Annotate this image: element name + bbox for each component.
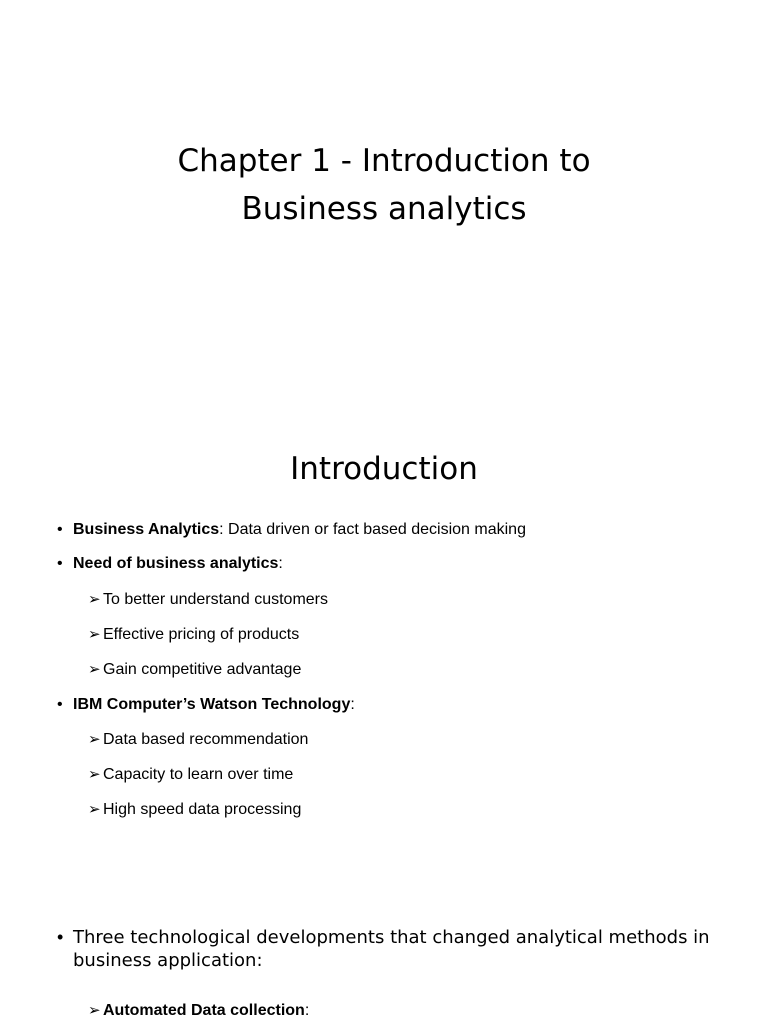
arrow-bullet-icon: ➢ bbox=[88, 730, 101, 748]
bullet-icon: • bbox=[57, 696, 63, 713]
bullet-business-analytics bbox=[73, 520, 526, 540]
list-item-suffix: : bbox=[304, 1002, 310, 1019]
bullet-description: : bbox=[350, 696, 355, 713]
list-item-automated-data-collection bbox=[103, 1001, 309, 1021]
bullet-label: Business Analytics bbox=[73, 521, 220, 538]
list-item: Gain competitive advantage bbox=[103, 661, 302, 678]
list-item: High speed data processing bbox=[103, 801, 302, 818]
bullet-icon: • bbox=[57, 555, 63, 572]
list-item: Data based recommendation bbox=[103, 731, 309, 748]
arrow-bullet-icon: ➢ bbox=[88, 800, 101, 818]
arrow-bullet-icon: ➢ bbox=[88, 765, 101, 783]
list-item: To better understand customers bbox=[103, 591, 329, 608]
chapter-title-line-2: Business analytics bbox=[241, 191, 527, 227]
chapter-title bbox=[0, 137, 768, 233]
bullet-description: : bbox=[278, 555, 283, 572]
bullet-technological-developments: Three technological developments that changed analytical methods in business application: bbox=[73, 927, 710, 971]
list-item-label: Automated Data collection bbox=[103, 1002, 305, 1019]
bullet-icon: • bbox=[57, 927, 64, 947]
bullet-need-of-business-analytics bbox=[73, 554, 283, 574]
bullet-label: Need of business analytics bbox=[73, 555, 279, 572]
bullet-label: IBM Computer’s Watson Technology bbox=[73, 696, 351, 713]
section-title-introduction: Introduction bbox=[290, 451, 478, 487]
list-item: Effective pricing of products bbox=[103, 626, 300, 643]
arrow-bullet-icon: ➢ bbox=[88, 590, 101, 608]
arrow-bullet-icon: ➢ bbox=[88, 625, 101, 643]
list-item: Capacity to learn over time bbox=[103, 766, 294, 783]
bullet-icon: • bbox=[57, 521, 63, 538]
arrow-bullet-icon: ➢ bbox=[88, 1001, 101, 1019]
arrow-bullet-icon: ➢ bbox=[88, 660, 101, 678]
bullet-ibm-watson bbox=[73, 695, 355, 715]
chapter-title-line-1: Chapter 1 - Introduction to bbox=[177, 143, 591, 179]
bullet-description: : Data driven or fact based decision making bbox=[219, 521, 526, 538]
